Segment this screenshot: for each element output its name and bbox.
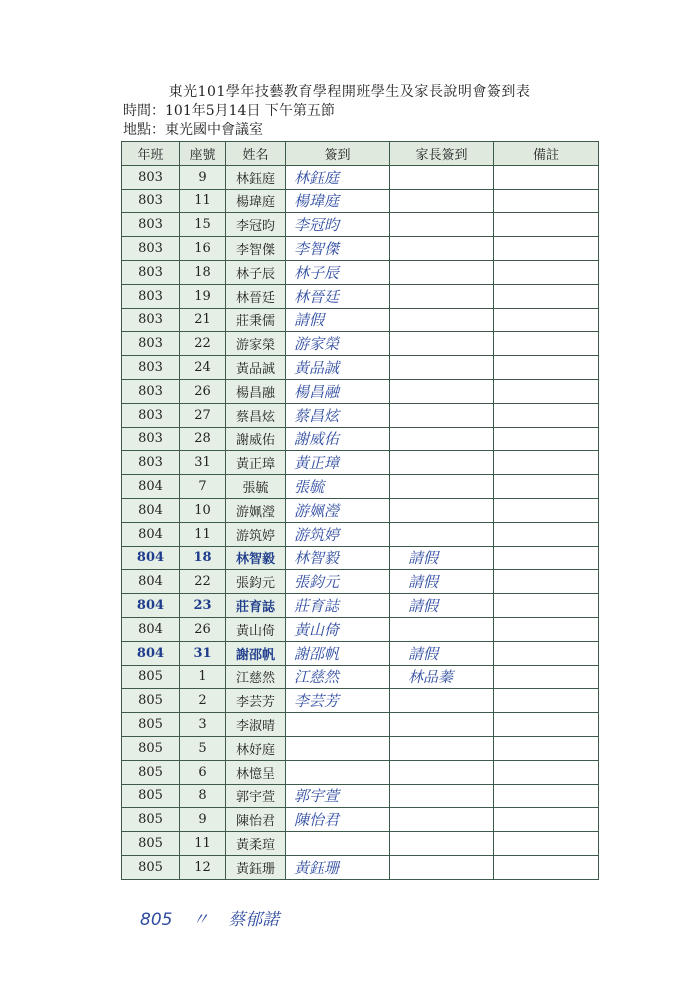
class-cell: 803 [122,403,180,427]
class-cell: 803 [122,379,180,403]
table-row [122,594,599,618]
table-row [122,427,599,451]
class-cell: 805 [122,784,180,808]
name-cell: 李智傑 [226,237,286,261]
note-cell [494,665,599,689]
seat-cell: 15 [180,213,226,237]
signature-cell [286,832,390,856]
seat-cell: 1 [180,665,226,689]
class-cell: 805 [122,760,180,784]
signature-cell: 黃品誠 [286,356,390,380]
seat-cell: 23 [180,594,226,618]
table-row [122,546,599,570]
note-cell [494,427,599,451]
name-cell: 黃正璋 [226,451,286,475]
class-cell: 803 [122,260,180,284]
signature-cell: 游家榮 [286,332,390,356]
class-cell: 803 [122,332,180,356]
table-row [122,832,599,856]
parent-signature-cell [390,689,494,713]
note-cell [494,260,599,284]
class-cell: 805 [122,736,180,760]
signature-cell: 李智傑 [286,237,390,261]
signature-cell: 林鈺庭 [286,165,390,189]
note-cell [494,475,599,499]
parent-signature-cell [390,260,494,284]
seat-cell: 22 [180,332,226,356]
class-cell: 803 [122,284,180,308]
seat-cell: 3 [180,713,226,737]
note-cell [494,522,599,546]
table-row [122,522,599,546]
name-cell: 李冠昀 [226,213,286,237]
seat-cell: 31 [180,451,226,475]
note-cell [494,736,599,760]
class-cell: 803 [122,237,180,261]
seat-cell: 10 [180,498,226,522]
parent-signature-cell [390,379,494,403]
note-cell [494,832,599,856]
seat-cell: 31 [180,641,226,665]
seat-cell: 18 [180,260,226,284]
parent-signature-cell [390,760,494,784]
class-cell: 803 [122,356,180,380]
parent-signature-cell [390,522,494,546]
class-cell: 804 [122,570,180,594]
parent-signature-cell: 林品蓁 [390,665,494,689]
table-row [122,260,599,284]
seat-cell: 19 [180,284,226,308]
signature-cell: 黃山倚 [286,617,390,641]
parent-signature-cell: 請假 [390,546,494,570]
table-row [122,689,599,713]
note-cell [494,308,599,332]
signature-cell: 莊育誌 [286,594,390,618]
parent-signature-cell [390,784,494,808]
table-row [122,189,599,213]
class-cell: 803 [122,189,180,213]
note-cell [494,784,599,808]
note-cell [494,498,599,522]
signature-cell: 黃正璋 [286,451,390,475]
signature-cell [286,713,390,737]
note-cell [494,594,599,618]
note-cell [494,165,599,189]
parent-signature-cell [390,237,494,261]
name-cell: 黃鈺珊 [226,855,286,879]
note-cell [494,451,599,475]
table-row [122,213,599,237]
signature-cell: 江慈然 [286,665,390,689]
note-cell [494,213,599,237]
name-cell: 林子辰 [226,260,286,284]
signature-cell: 張毓 [286,475,390,499]
table-row [122,665,599,689]
table-row [122,451,599,475]
class-cell: 805 [122,808,180,832]
handwritten-footnote [140,905,293,930]
seat-cell: 12 [180,855,226,879]
class-cell: 804 [122,522,180,546]
parent-signature-cell [390,808,494,832]
signature-cell: 黃鈺珊 [286,855,390,879]
footnote-ditto-mark: 〃 [191,910,209,930]
class-cell: 804 [122,641,180,665]
table-row [122,403,599,427]
parent-signature-cell [390,832,494,856]
class-cell: 805 [122,665,180,689]
table-row [122,332,599,356]
name-cell: 林智毅 [226,546,286,570]
note-cell [494,284,599,308]
table-row [122,784,599,808]
name-cell: 謝邵帆 [226,641,286,665]
name-cell: 黃柔瑄 [226,832,286,856]
class-cell: 803 [122,427,180,451]
seat-cell: 26 [180,379,226,403]
seat-cell: 2 [180,689,226,713]
name-cell: 陳怡君 [226,808,286,832]
note-cell [494,403,599,427]
note-cell [494,570,599,594]
signature-cell [286,760,390,784]
table-row [122,808,599,832]
seat-cell: 7 [180,475,226,499]
signature-cell: 林晉廷 [286,284,390,308]
column-header-seat: 座號 [180,142,226,166]
seat-cell: 22 [180,570,226,594]
signature-cell: 張鈞元 [286,570,390,594]
note-cell [494,617,599,641]
class-cell: 805 [122,855,180,879]
parent-signature-cell [390,498,494,522]
seat-cell: 6 [180,760,226,784]
seat-cell: 5 [180,736,226,760]
signature-cell: 林智毅 [286,546,390,570]
seat-cell: 28 [180,427,226,451]
table-row [122,736,599,760]
table-row [122,284,599,308]
table-row [122,498,599,522]
table-row [122,237,599,261]
class-cell: 804 [122,475,180,499]
name-cell: 游家榮 [226,332,286,356]
name-cell: 郭宇萱 [226,784,286,808]
note-cell [494,808,599,832]
signature-cell: 謝邵帆 [286,641,390,665]
table-row [122,379,599,403]
name-cell: 游筑婷 [226,522,286,546]
parent-signature-cell [390,736,494,760]
meeting-place: 地點：東光國中會議室 [123,122,263,138]
class-cell: 805 [122,832,180,856]
name-cell: 莊育誌 [226,594,286,618]
parent-signature-cell [390,713,494,737]
column-header-note: 備註 [494,142,599,166]
signature-cell: 蔡昌炫 [286,403,390,427]
signature-cell: 楊昌融 [286,379,390,403]
name-cell: 江慈然 [226,665,286,689]
name-cell: 林妤庭 [226,736,286,760]
name-cell: 林憶呈 [226,760,286,784]
signature-cell: 游姵瀅 [286,498,390,522]
name-cell: 張毓 [226,475,286,499]
seat-cell: 24 [180,356,226,380]
parent-signature-cell: 請假 [390,594,494,618]
signature-cell: 陳怡君 [286,808,390,832]
class-cell: 803 [122,165,180,189]
signature-cell: 林子辰 [286,260,390,284]
name-cell: 游姵瀅 [226,498,286,522]
seat-cell: 11 [180,522,226,546]
class-cell: 804 [122,498,180,522]
seat-cell: 11 [180,189,226,213]
note-cell [494,379,599,403]
name-cell: 黃山倚 [226,617,286,641]
table-row [122,617,599,641]
parent-signature-cell [390,165,494,189]
table-row [122,641,599,665]
note-cell [494,189,599,213]
name-cell: 林鈺庭 [226,165,286,189]
class-cell: 804 [122,546,180,570]
seat-cell: 9 [180,165,226,189]
column-header-parent-signin: 家長簽到 [390,142,494,166]
parent-signature-cell [390,332,494,356]
seat-cell: 26 [180,617,226,641]
table-row [122,308,599,332]
seat-cell: 8 [180,784,226,808]
seat-cell: 18 [180,546,226,570]
parent-signature-cell: 請假 [390,641,494,665]
note-cell [494,713,599,737]
column-header-name: 姓名 [226,142,286,166]
class-cell: 803 [122,451,180,475]
column-header-class: 年班 [122,142,180,166]
meeting-time: 時間：101年5月14日 下午第五節 [123,103,335,119]
note-cell [494,237,599,261]
table-row [122,475,599,499]
column-header-signin: 簽到 [286,142,390,166]
parent-signature-cell [390,855,494,879]
class-cell: 804 [122,594,180,618]
seat-cell: 16 [180,237,226,261]
signature-cell: 楊瑋庭 [286,189,390,213]
name-cell: 林晉廷 [226,284,286,308]
name-cell: 莊秉儒 [226,308,286,332]
parent-signature-cell [390,356,494,380]
note-cell [494,641,599,665]
table-row [122,713,599,737]
table-header-row [122,142,599,166]
parent-signature-cell [390,213,494,237]
table-row [122,356,599,380]
note-cell [494,356,599,380]
seat-cell: 27 [180,403,226,427]
parent-signature-cell: 請假 [390,570,494,594]
parent-signature-cell [390,308,494,332]
class-cell: 803 [122,308,180,332]
class-cell: 805 [122,713,180,737]
name-cell: 李芸芳 [226,689,286,713]
parent-signature-cell [390,403,494,427]
signature-cell: 李芸芳 [286,689,390,713]
document-title: 東光101學年技藝教育學程開班學生及家長說明會簽到表 [168,84,531,100]
signature-cell: 李冠昀 [286,213,390,237]
seat-cell: 11 [180,832,226,856]
table-row [122,855,599,879]
parent-signature-cell [390,284,494,308]
signature-cell [286,736,390,760]
name-cell: 李淑晴 [226,713,286,737]
note-cell [494,760,599,784]
signin-table [121,141,599,880]
name-cell: 張鈞元 [226,570,286,594]
footnote-name: 蔡郁諾 [228,910,280,930]
signature-cell: 謝威佑 [286,427,390,451]
class-cell: 804 [122,617,180,641]
name-cell: 蔡昌炫 [226,403,286,427]
name-cell: 黃品誠 [226,356,286,380]
class-cell: 805 [122,689,180,713]
table-row [122,570,599,594]
parent-signature-cell [390,451,494,475]
table-row [122,165,599,189]
parent-signature-cell [390,189,494,213]
seat-cell: 9 [180,808,226,832]
note-cell [494,689,599,713]
note-cell [494,546,599,570]
signature-cell: 郭宇萱 [286,784,390,808]
note-cell [494,332,599,356]
name-cell: 謝威佑 [226,427,286,451]
signature-cell: 請假 [286,308,390,332]
name-cell: 楊瑋庭 [226,189,286,213]
parent-signature-cell [390,617,494,641]
parent-signature-cell [390,475,494,499]
note-cell [494,855,599,879]
signature-cell: 游筑婷 [286,522,390,546]
footnote-class: 805 [140,910,173,930]
class-cell: 803 [122,213,180,237]
parent-signature-cell [390,427,494,451]
table-row [122,760,599,784]
seat-cell: 21 [180,308,226,332]
name-cell: 楊昌融 [226,379,286,403]
